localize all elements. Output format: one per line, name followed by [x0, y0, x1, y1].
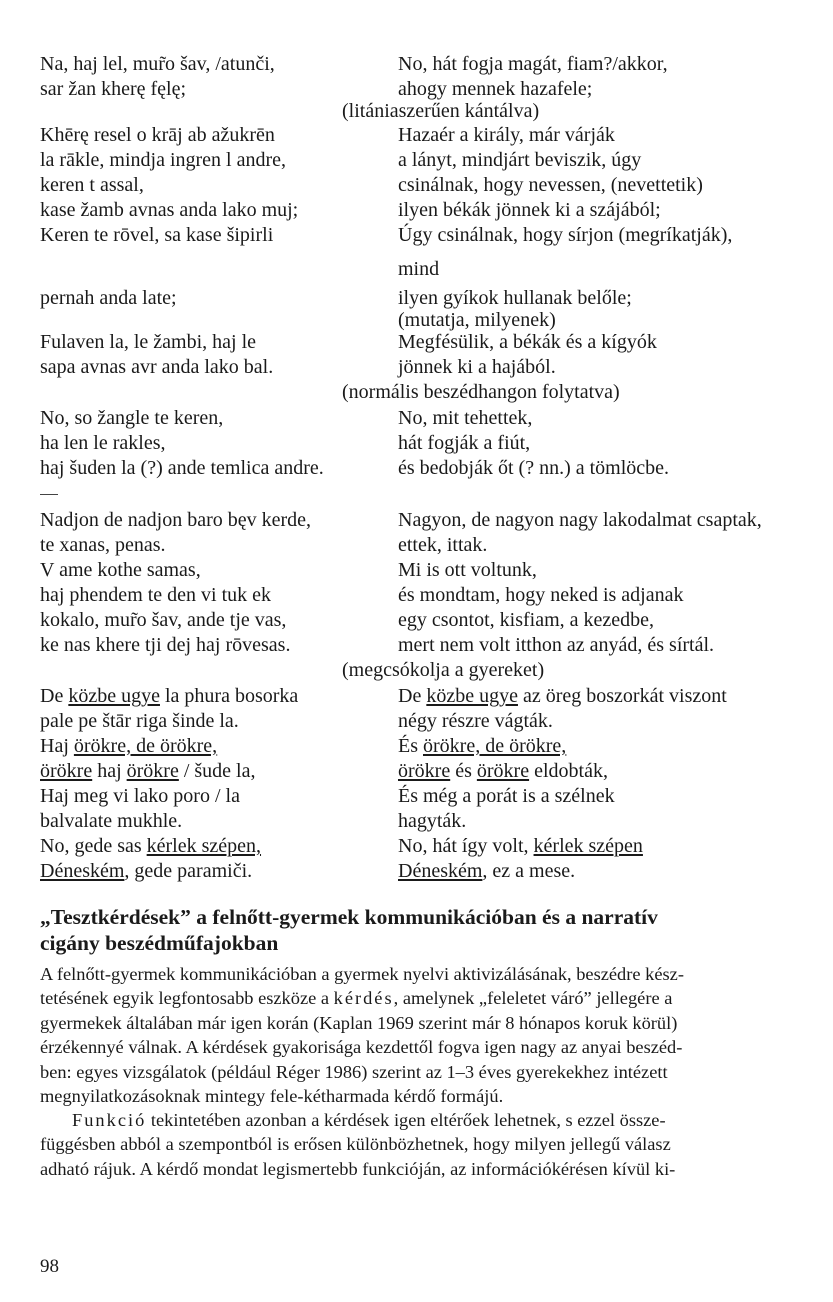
- heading-line-1: „Tesztkérdések” a felnőtt-gyermek kommunikációban és a narratív: [40, 905, 658, 929]
- romani-text-line: Fulaven la, le žambi, haj le: [40, 331, 257, 353]
- hungarian-text-line: És még a porát is a szélnek: [398, 785, 615, 807]
- romani-text-line: Khērę resel o krāj ab ažukrēn: [40, 124, 275, 146]
- romani-text-line: No, so žangle te keren,: [40, 407, 224, 429]
- hungarian-text-line: (mutatja, milyenek): [398, 309, 556, 331]
- romani-text-line: te xanas, penas.: [40, 534, 166, 556]
- romani-text-line: kase žamb avnas anda lako muj;: [40, 199, 299, 221]
- hungarian-text-line: mert nem volt itthon az anyád, és sírtál.: [398, 634, 715, 656]
- romani-text-line: ha len le rakles,: [40, 432, 166, 454]
- romani-text-line: Haj örökre, de örökre,: [40, 735, 218, 757]
- underlined-phrase: örökre: [126, 760, 179, 782]
- romani-text-line: Na, haj lel, mur̃o šav, /atunči,: [40, 53, 275, 75]
- underlined-phrase: örökre, de örökre,: [423, 735, 567, 757]
- hungarian-text-line: Nagyon, de nagyon nagy lakodalmat csaptak,: [398, 509, 762, 531]
- spaced-term: kérdés: [333, 988, 394, 1009]
- hungarian-text-line: jönnek ki a hajából.: [398, 356, 556, 378]
- paragraph-line: érzékennyé válnak. A kérdések gyakorisága kezdettől fogva igen nagy az anyai beszéd-: [40, 1037, 683, 1058]
- hungarian-text-line: Megfésülik, a békák és a kígyók: [398, 331, 657, 353]
- romani-text-line: sapa avnas avr anda lako bal.: [40, 356, 274, 378]
- hungarian-text-line: Mi is ott voltunk,: [398, 559, 537, 581]
- hungarian-text-line: egy csontot, kisfiam, a kezedbe,: [398, 609, 655, 631]
- romani-text-line: Nadjon de nadjon baro bęv kerde,: [40, 509, 312, 531]
- paragraph-line: függésben abból a szempontból is erősen különbözhetnek, hogy milyen jellegű válasz: [40, 1134, 671, 1155]
- romani-text-line: kokalo, mur̃o šav, ande tje vas,: [40, 609, 287, 631]
- underlined-phrase: Déneském: [40, 860, 125, 882]
- hungarian-text-line: hát fogják a fiút,: [398, 432, 531, 454]
- romani-text-line: keren t assal,: [40, 174, 144, 196]
- hungarian-text-line: No, hát fogja magát, fiam?/akkor,: [398, 53, 668, 75]
- hungarian-text-line: És örökre, de örökre,: [398, 735, 567, 757]
- hungarian-text-line: ilyen gyíkok hullanak belőle;: [398, 287, 632, 309]
- hungarian-text-line: mind: [398, 258, 440, 280]
- hungarian-text-line: Déneském, ez a mese.: [398, 860, 576, 882]
- hungarian-text-line: és bedobják őt (? nn.) a tömlöcbe.: [398, 457, 670, 479]
- romani-text-line: la rākle, mindja ingren l andre,: [40, 149, 287, 171]
- hungarian-text-line: és mondtam, hogy neked is adjanak: [398, 584, 684, 606]
- hungarian-text-line: örökre és örökre eldobták,: [398, 760, 608, 782]
- heading-line-2: cigány beszédműfajokban: [40, 931, 279, 955]
- hungarian-text-line: négy részre vágták.: [398, 710, 553, 732]
- hungarian-text-line: (normális beszédhangon folytatva): [342, 381, 620, 403]
- hungarian-text-line: ahogy mennek hazafele;: [398, 78, 593, 100]
- romani-text-line: pernah anda late;: [40, 287, 177, 309]
- romani-text-line: örökre haj örökre / šude la,: [40, 760, 256, 782]
- underlined-phrase: örökre: [476, 760, 530, 782]
- romani-text-line: haj phendem te den vi tuk ek: [40, 584, 272, 606]
- underlined-phrase: kérlek szépen: [533, 835, 643, 857]
- paragraph-line: ben: egyes vizsgálatok (például Réger 1986) szerint az 1–3 éves gyerekekhez intézett: [40, 1061, 668, 1082]
- paragraph-line: Funkció tekintetében azonban a kérdések igen eltérőek lehetnek, s ezzel össze-: [72, 1110, 666, 1130]
- hungarian-text-line: De közbe ugye az öreg boszorkát viszont: [398, 685, 727, 707]
- underlined-phrase: közbe ugye: [426, 685, 518, 707]
- paragraph-line: gyermekek általában már igen korán (Kaplan 1969 szerint már 8 hónapos koruk körül): [40, 1012, 678, 1033]
- hungarian-text-line: a lányt, mindjárt beviszik, úgy: [398, 149, 642, 171]
- romani-text-line: V ame kothe samas,: [40, 559, 201, 581]
- paragraph-line: megnyilatkozásoknak mintegy fele-kétharmada kérdő formájú.: [40, 1086, 504, 1107]
- section-divider: [40, 494, 58, 495]
- romani-text-line: sar žan kherę fęlę;: [40, 78, 187, 100]
- romani-text-line: pale pe štār riga šinde la.: [40, 710, 239, 732]
- underlined-phrase: közbe ugye: [68, 685, 160, 707]
- spaced-term: Funkció: [72, 1110, 147, 1130]
- romani-text-line: ke nas khere tji dej haj rōvesas.: [40, 634, 291, 656]
- paragraph-line: tetésének egyik legfontosabb eszköze a kérdés, amelynek „feleletet váró” jellegére a: [40, 988, 673, 1009]
- hungarian-text-line: No, hát így volt, kérlek szépen: [398, 835, 643, 857]
- romani-text-line: balvalate mukhle.: [40, 810, 183, 832]
- underlined-phrase: örökre: [40, 760, 93, 782]
- underlined-phrase: kérlek szépen,: [146, 835, 262, 857]
- romani-text-line: haj šuden la (?) ande temlica andre.: [40, 457, 324, 479]
- hungarian-text-line: No, mit tehettek,: [398, 407, 533, 429]
- page-number: 98: [40, 1256, 59, 1277]
- hungarian-text-line: ilyen békák jönnek ki a szájából;: [398, 199, 661, 221]
- romani-text-line: De közbe ugye la phura bosorka: [40, 685, 299, 707]
- hungarian-text-line: csinálnak, hogy nevessen, (nevettetik): [398, 174, 703, 196]
- hungarian-text-line: Úgy csinálnak, hogy sírjon (megríkatják),: [398, 224, 733, 246]
- romani-text-line: Déneském, gede paramiči.: [40, 860, 253, 882]
- hungarian-text-line: (megcsókolja a gyereket): [342, 659, 545, 681]
- paragraph-line: adható rájuk. A kérdő mondat legismertebb funkcióján, az információkérésen kívül ki-: [40, 1158, 676, 1179]
- underlined-phrase: örökre, de örökre,: [73, 735, 218, 757]
- underlined-phrase: Déneském: [398, 860, 483, 882]
- paragraph-1: [40, 962, 802, 1108]
- paragraph-line: A felnőtt-gyermek kommunikációban a gyermek nyelvi aktivizálásának, beszédre kész-: [40, 964, 684, 984]
- hungarian-text-line: ettek, ittak.: [398, 534, 488, 556]
- romani-text-line: No, gede sas kérlek szépen,: [40, 835, 262, 857]
- hungarian-text-line: hagyták.: [398, 810, 467, 832]
- romani-text-line: Keren te rōvel, sa kase šipirli: [40, 224, 274, 246]
- paragraph-2: [40, 1108, 802, 1181]
- section-heading: [40, 904, 800, 956]
- hungarian-text-line: (litániaszerűen kántálva): [342, 100, 540, 122]
- underlined-phrase: örökre: [398, 760, 451, 782]
- romani-text-line: Haj meg vi lako poro / la: [40, 785, 240, 807]
- hungarian-text-line: Hazaér a király, már várják: [398, 124, 615, 146]
